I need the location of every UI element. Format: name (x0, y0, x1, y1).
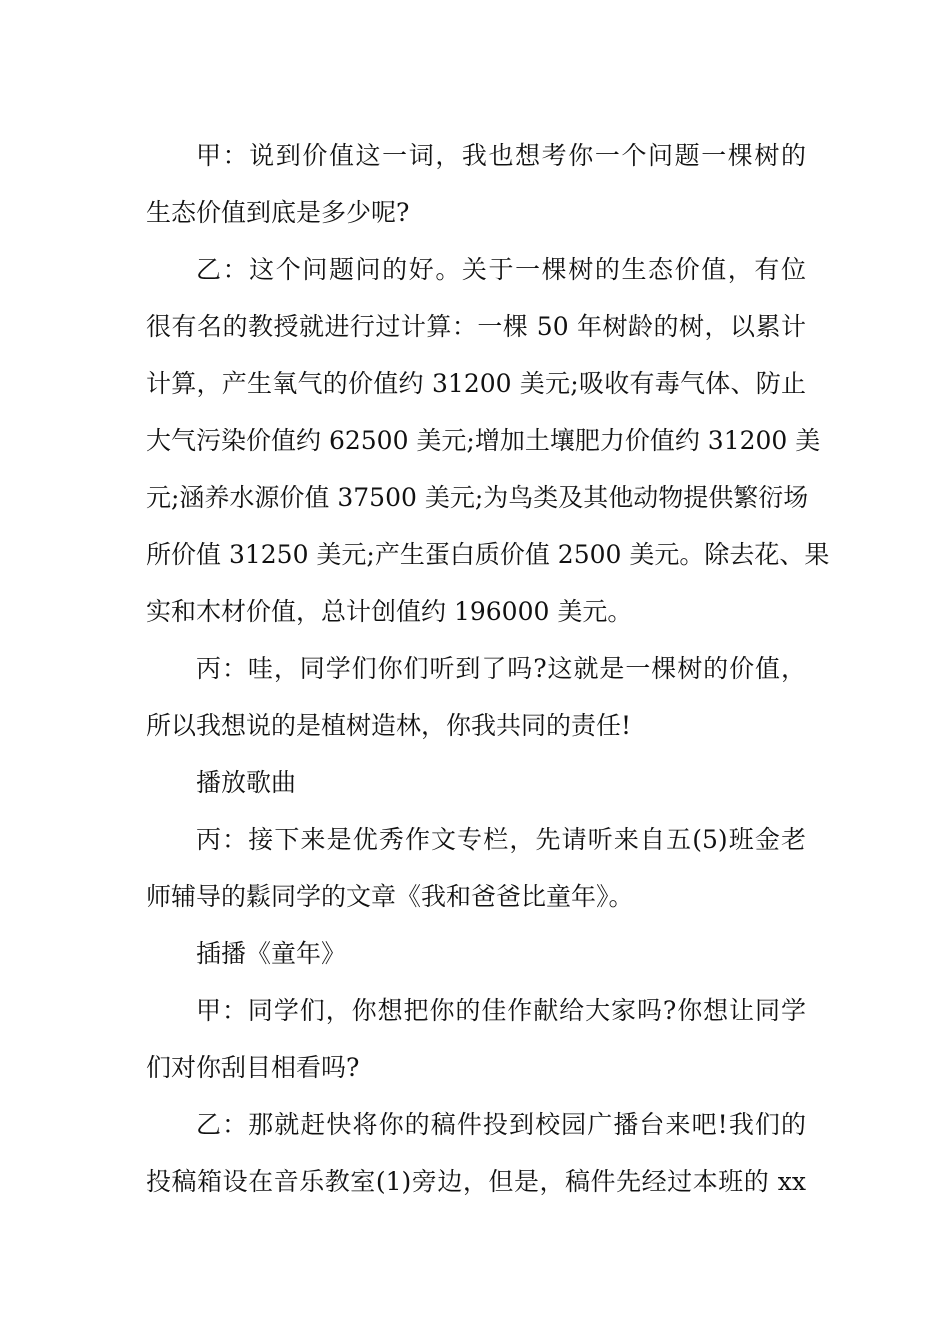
paragraph-4 (146, 754, 806, 811)
text-line: 实和木材价值，总计创值约 196000 美元。 (146, 597, 633, 626)
text-line: 师辅导的鬏同学的文章《我和爸爸比童年》。 (146, 882, 634, 911)
text-line: 丙：哇，同学们你们听到了吗?这就是一棵树的价值， (196, 654, 806, 683)
paragraph-3 (146, 640, 806, 754)
paragraph-5 (146, 811, 806, 925)
text-line: 元;涵养水源价值 37500 美元;为鸟类及其他动物提供繁衍场 (146, 483, 809, 512)
text-line: 所价值 31250 美元;产生蛋白质价值 2500 美元。除去花、果 (146, 540, 830, 569)
paragraph-8 (146, 1096, 806, 1210)
text-line: 甲：说到价值这一词，我也想考你一个问题一棵树的 (196, 141, 806, 170)
text-line: 们对你刮目相看吗? (146, 1053, 360, 1082)
text-line: 大气污染价值约 62500 美元;增加土壤肥力价值约 31200 美 (146, 426, 821, 455)
text-line: 很有名的教授就进行过计算：一棵 50 年树龄的树，以累计 (146, 312, 806, 341)
text-line: 所以我想说的是植树造林，你我共同的责任! (146, 711, 632, 740)
text-line: 计算，产生氧气的价值约 31200 美元;吸收有毒气体、防止 (146, 369, 806, 398)
paragraph-1 (146, 127, 806, 241)
text-line: 生态价值到底是多少呢? (146, 198, 410, 227)
paragraph-2 (146, 241, 830, 640)
text-line: 播放歌曲 (196, 768, 297, 797)
text-line: 插播《童年》 (196, 939, 347, 968)
text-line: 乙：这个问题问的好。关于一棵树的生态价值，有位 (196, 255, 806, 284)
text-line: 投稿箱设在音乐教室(1)旁边，但是，稿件先经过本班的 xx (146, 1167, 806, 1196)
paragraph-6 (146, 925, 806, 982)
text-line: 甲：同学们，你想把你的佳作献给大家吗?你想让同学 (196, 996, 806, 1025)
text-line: 乙：那就赶快将你的稿件投到校园广播台来吧!我们的 (196, 1110, 806, 1139)
paragraph-7 (146, 982, 806, 1096)
document-body (146, 127, 830, 1210)
text-line: 丙：接下来是优秀作文专栏，先请听来自五(5)班金老 (196, 825, 806, 854)
